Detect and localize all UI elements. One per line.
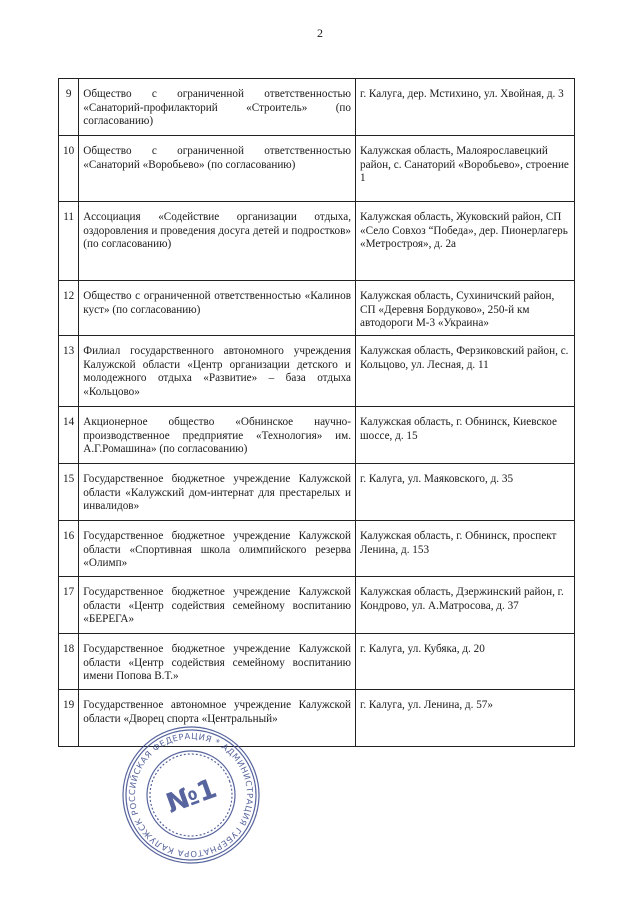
organization-address: Калужская область, Ферзиковский район, с. Кольцово, ул. Лесная, д. 11	[356, 336, 575, 407]
organization-address: Калужская область, Малоярославецкий район, с. Санаторий «Воробьево», строение 1	[356, 136, 575, 202]
table-row	[59, 202, 575, 281]
seal-number: №1	[162, 773, 221, 820]
organization-name: Общество с ограниченной ответственностью «Калинов куст» (по согласованию)	[79, 281, 356, 336]
organization-name: Общество с ограниченной ответственностью «Санаторий «Воробьево» (по согласованию)	[79, 136, 356, 202]
organization-address: Калужская область, Жуковский район, СП «Село Совхоз “Победа», дер. Пионерлагерь «Метростроя», д. 2а	[356, 202, 575, 281]
table-row	[59, 281, 575, 336]
organization-address: Калужская область, Дзержинский район, г. Кондрово, ул. А.Матросова, д. 37	[356, 577, 575, 634]
seal-ring-text: РОССИЙСКАЯ ФЕДЕРАЦИЯ * АДМИНИСТРАЦИЯ ГУБЕРНАТОРА КАЛУЖСКОЙ	[126, 730, 256, 860]
row-number: 17	[59, 577, 79, 634]
organization-address: Калужская область, г. Обнинск, проспект Ленина, д. 153	[356, 521, 575, 577]
organization-name: Ассоциация «Содействие организации отдыха, оздоровления и проведения досуга детей и подростков» (по согласованию)	[79, 202, 356, 281]
organizations-table	[58, 78, 575, 747]
row-number: 11	[59, 202, 79, 281]
organization-name: Государственное бюджетное учреждение Калужской области «Спортивная школа олимпийского резерва «Олимп»	[79, 521, 356, 577]
organization-name: Акционерное общество «Обнинское научно-производственное предприятие «Технология» им. А.Г.Ромашина» (по согласованию)	[79, 407, 356, 464]
row-number: 16	[59, 521, 79, 577]
organization-address: Калужская область, г. Обнинск, Киевское шоссе, д. 15	[356, 407, 575, 464]
organization-address: г. Калуга, ул. Ленина, д. 57»	[356, 690, 575, 747]
page-number: 2	[317, 26, 323, 40]
seal-graphic	[118, 722, 264, 868]
row-number: 12	[59, 281, 79, 336]
table-row	[59, 407, 575, 464]
row-number: 14	[59, 407, 79, 464]
organization-name: Государственное автономное учреждение Калужской области «Дворец спорта «Центральный»	[79, 690, 356, 747]
row-number: 15	[59, 464, 79, 521]
official-seal	[118, 722, 264, 868]
organization-address: г. Калуга, ул. Кубяка, д. 20	[356, 634, 575, 690]
organization-name: Государственное бюджетное учреждение Калужской области «Центр содействия семейному воспитанию «БЕРЕГА»	[79, 577, 356, 634]
row-number: 19	[59, 690, 79, 747]
table-row	[59, 521, 575, 577]
organization-name: Государственное бюджетное учреждение Калужской области «Центр содействия семейному воспитанию имени Попова В.Т.»	[79, 634, 356, 690]
row-number: 18	[59, 634, 79, 690]
organization-address: г. Калуга, ул. Маяковского, д. 35	[356, 464, 575, 521]
row-number: 9	[59, 79, 79, 136]
table-row	[59, 136, 575, 202]
table-row	[59, 336, 575, 407]
organization-address: Калужская область, Сухиничский район, СП «Деревня Бордуково», 250-й км автодороги М-3 «Украина»	[356, 281, 575, 336]
organization-name: Государственное бюджетное учреждение Калужской области «Калужский дом-интернат для престарелых и инвалидов»	[79, 464, 356, 521]
organization-name: Филиал государственного автономного учреждения Калужской области «Центр организации детского и молодежного отдыха «Развитие» – база отдыха «Кольцово»	[79, 336, 356, 407]
table-row	[59, 634, 575, 690]
table-row	[59, 464, 575, 521]
table-row	[59, 79, 575, 136]
organization-address: г. Калуга, дер. Мстихино, ул. Хвойная, д. 3	[356, 79, 575, 136]
organization-name: Общество с ограниченной ответственностью «Санаторий-профилакторий «Строитель» (по согласованию)	[79, 79, 356, 136]
table-row	[59, 577, 575, 634]
row-number: 13	[59, 336, 79, 407]
row-number: 10	[59, 136, 79, 202]
